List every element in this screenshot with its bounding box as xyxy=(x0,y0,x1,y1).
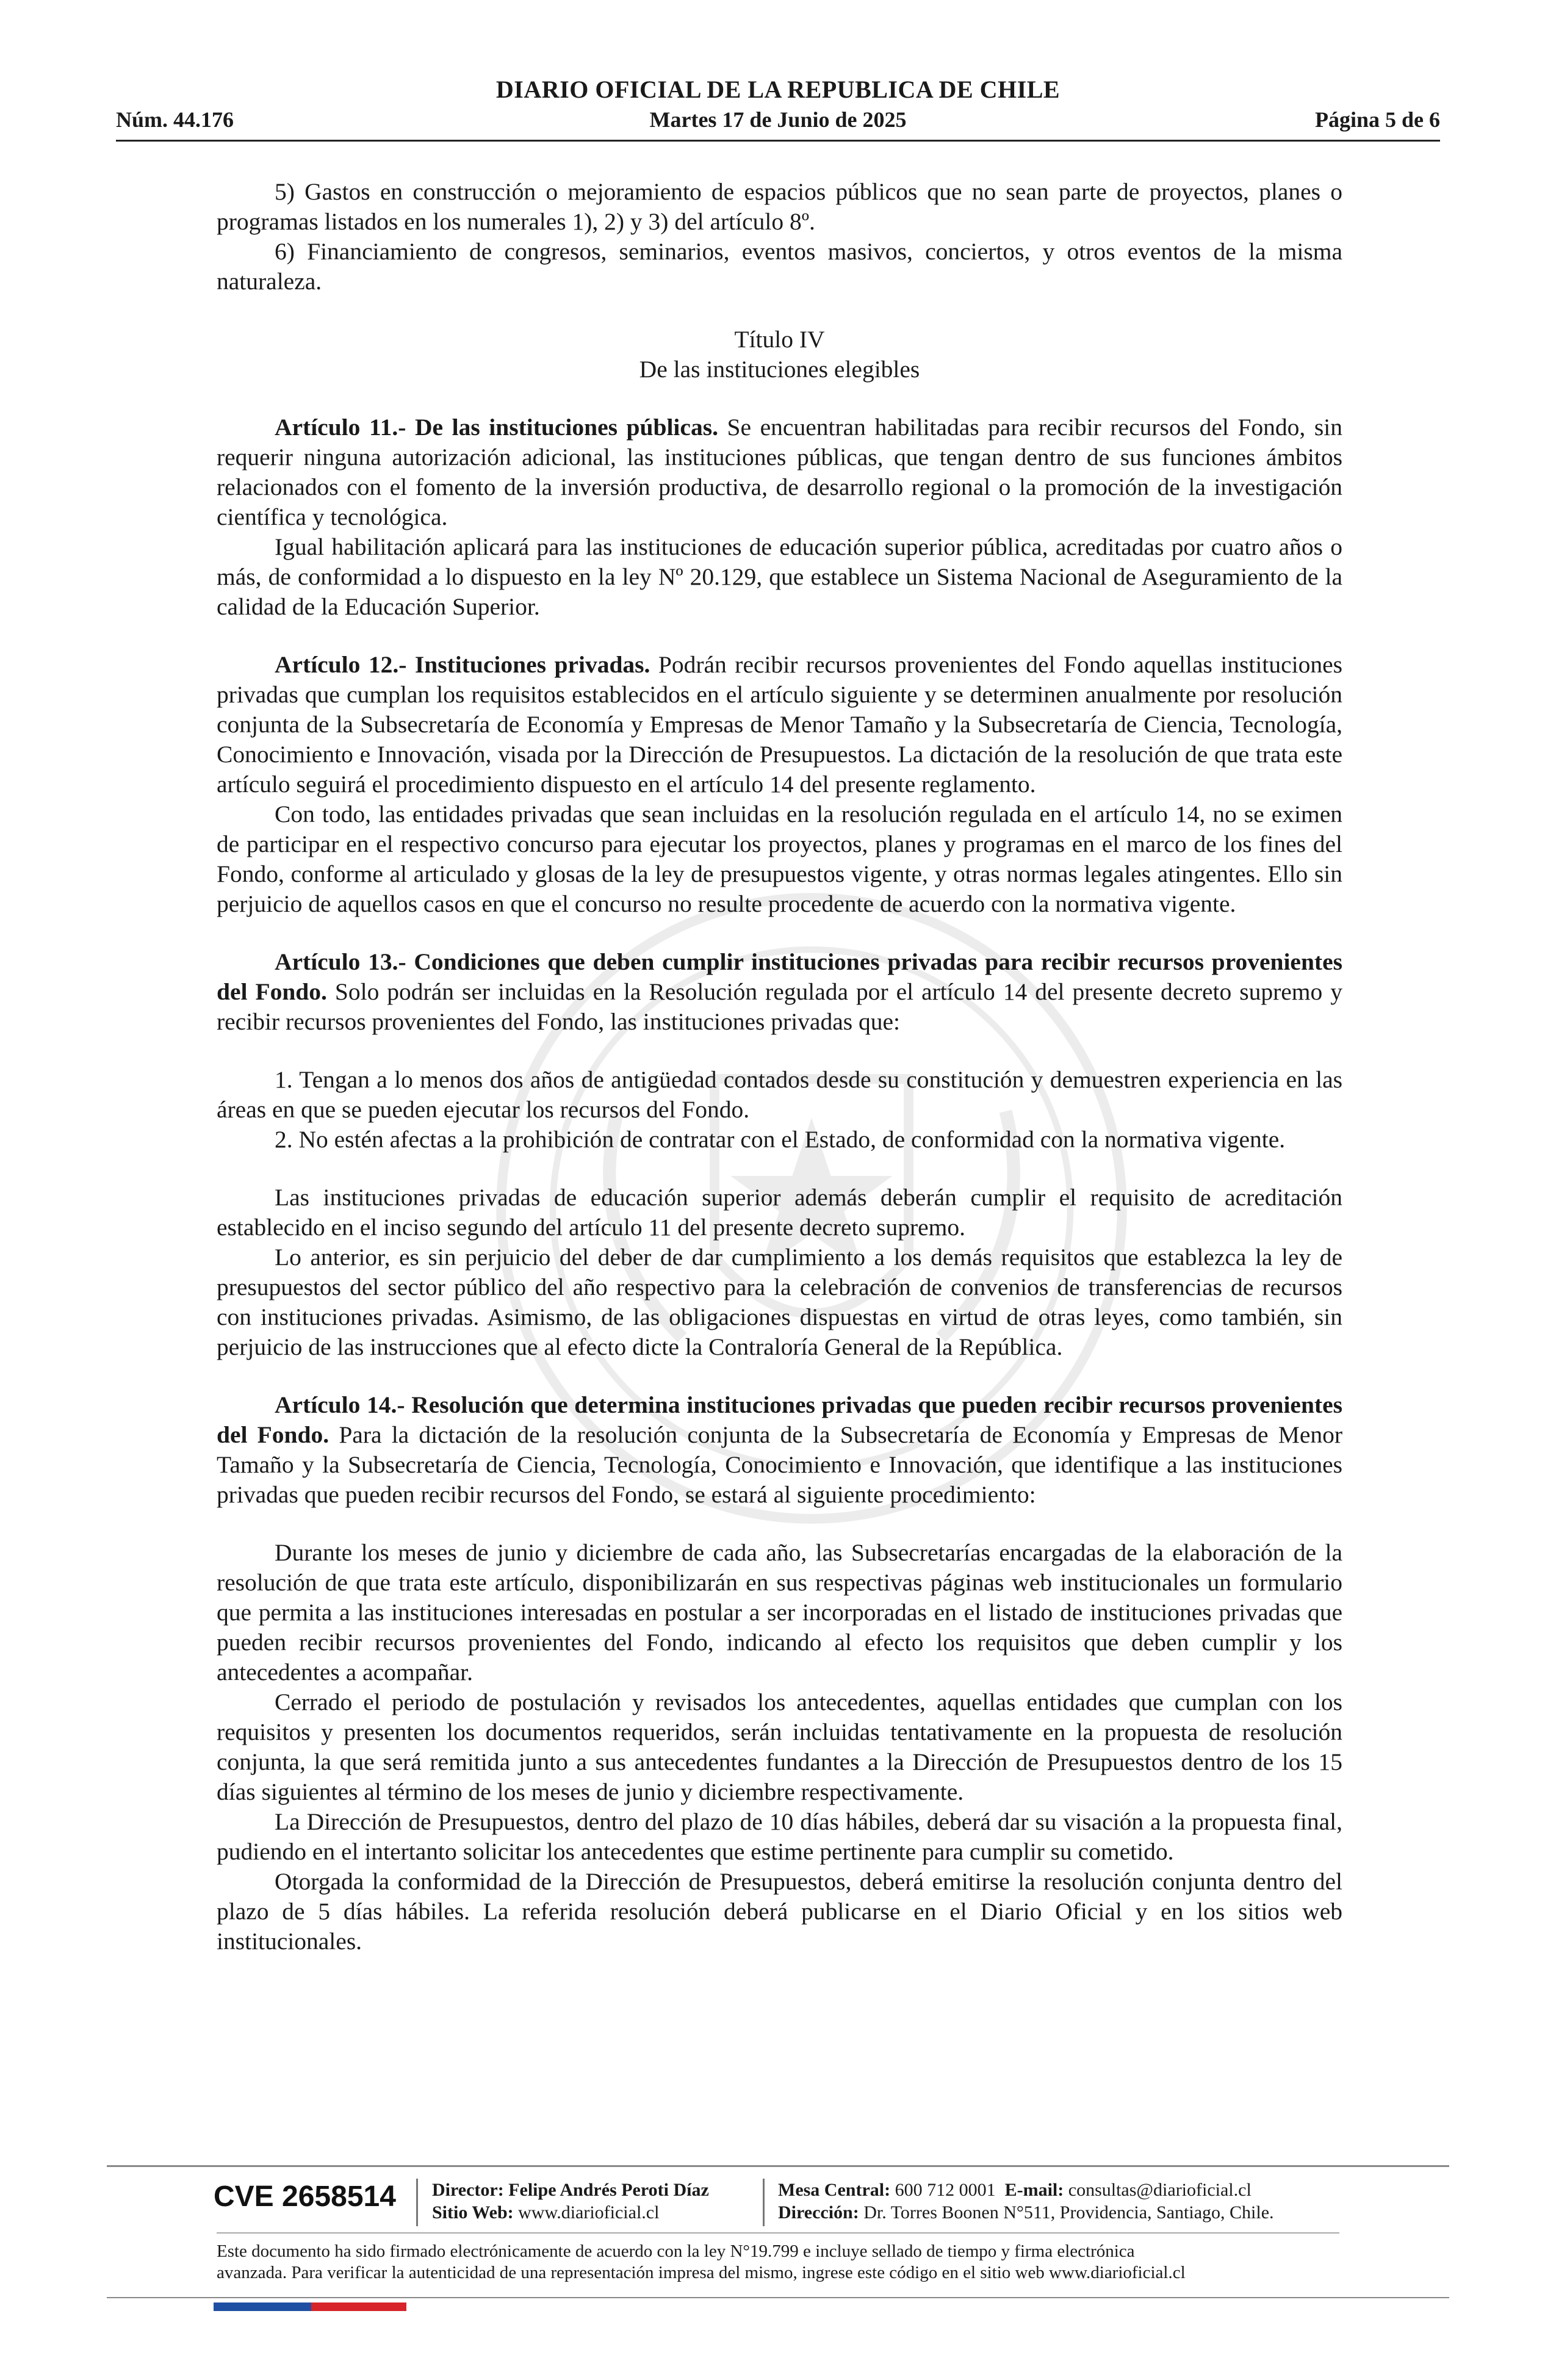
director-label: Director: xyxy=(432,2180,504,2200)
article-14 xyxy=(217,1390,1342,1510)
footer-separator xyxy=(416,2179,418,2226)
footer-divider xyxy=(107,2165,1449,2167)
footer-separator xyxy=(763,2179,765,2226)
paragraph: 6) Financiamiento de congresos, seminarios, eventos masivos, conciertos, y otros eventos de la misma naturaleza. xyxy=(217,238,1342,295)
address-value: Dr. Torres Boonen N°511, Providencia, Santiago, Chile. xyxy=(859,2202,1274,2223)
email-link[interactable]: consultas@diarioficial.cl xyxy=(1064,2180,1252,2200)
footer-director-info xyxy=(432,2179,709,2224)
bottom-divider xyxy=(107,2297,1449,2298)
paragraph: Igual habilitación aplicará para las instituciones de educación superior pública, acreditadas por cuatro años o más, de conformidad a lo dispuesto en la ley Nº 20.129, que establece un Sistema Nacional de Aseguramiento de la calidad de la Educación Superior. xyxy=(217,533,1342,620)
paragraph: Otorgada la conformidad de la Dirección de Presupuestos, deberá emitirse la resolución conjunta dentro del plazo de 5 días hábiles. La referida resolución deberá publicarse en el Diario Oficial y en los sitios web institucionales. xyxy=(217,1868,1342,1955)
article-text: Para la dictación de la resolución conjunta de la Subsecretaría de Economía y Empresas de Menor Tamaño y la Subsecretaría de Ciencia, Tecnología, Conocimiento e Innovación, que identifique a las instituciones privadas que pueden recibir recursos del Fondo, se estará al siguiente procedimiento: xyxy=(217,1421,1343,1508)
publication-date: Martes 17 de Junio de 2025 xyxy=(649,107,907,132)
legal-line: Este documento ha sido firmado electrónicamente de acuerdo con la ley N°19.799 e incluye sellado de tiempo y firma electrónica xyxy=(217,2241,1135,2261)
legal-line: avanzada. Para verificar la autenticidad de una representación impresa del mismo, ingrese este código en el sitio web www.diarioficial.cl xyxy=(217,2263,1186,2282)
legal-notice xyxy=(217,2241,1342,2284)
article-13 xyxy=(217,947,1342,1037)
article-12 xyxy=(217,650,1342,799)
article-text: Podrán recibir recursos provenientes del Fondo aquellas instituciones privadas que cumplan los requisitos establecidos en el artículo siguiente y se determinen anualmente por resolución conjunta de la Subsecretaría de Economía y Empresas de Menor Tamaño y la Subsecretaría de Ciencia, Tecnología, Conocimiento e Innovación, visada por la Dirección de Presupuestos. La dictación de la resolución de que trata este artículo seguirá el procedimiento dispuesto en el artículo 14 del presente reglamento. xyxy=(217,651,1343,798)
page-indicator: Página 5 de 6 xyxy=(1314,107,1440,132)
paragraph: 5) Gastos en construcción o mejoramiento de espacios públicos que no sean parte de proyectos, planes o programas listados en los numerales 1), 2) y 3) del artículo 8º. xyxy=(217,178,1342,235)
flag-stripe-blue xyxy=(214,2302,311,2311)
paragraph: Con todo, las entidades privadas que sean incluidas en la resolución regulada en el artículo 14, no se eximen de participar en el respectivo concurso para ejecutar los proyectos, planes y programas en el marco de los fines del Fondo, conforme al articulado y glosas de la ley de presupuestos vigente, y otras normas legales atingentes. Ello sin perjuicio de aquellos casos en que el concurso no resulte procedente de acuerdo con la normativa vigente. xyxy=(217,801,1342,917)
issue-number: Núm. 44.176 xyxy=(116,107,234,132)
section-subtitle: De las instituciones elegibles xyxy=(639,356,920,383)
article-heading: Artículo 13.- Condiciones que deben cumplir instituciones privadas para recibir recursos provenientes del Fondo. xyxy=(217,948,1342,1005)
article-heading: Artículo 11.- De las instituciones públicas. xyxy=(275,414,718,441)
paragraph: Cerrado el periodo de postulación y revisados los antecedentes, aquellas entidades que cumplan con los requisitos y presenten los documentos requeridos, serán incluidas tentativamente en la propuesta de resolución conjunta, la que será remitida junto a sus antecedentes fundantes a la Dirección de Presupuestos dentro de los 15 días siguientes al término de los meses de junio y diciembre respectivamente. xyxy=(217,1689,1342,1805)
article-11 xyxy=(217,413,1342,532)
paragraph: Las instituciones privadas de educación superior además deberán cumplir el requisito de acreditación establecido en el inciso segundo del artículo 11 del presente decreto supremo. xyxy=(217,1184,1342,1241)
website-link[interactable]: www.diarioficial.cl xyxy=(513,2202,660,2223)
article-heading: Artículo 14.- Resolución que determina instituciones privadas que pueden recibir recursos provenientes del Fondo. xyxy=(217,1391,1342,1448)
email-label: E-mail: xyxy=(1004,2180,1064,2200)
publication-title: DIARIO OFICIAL DE LA REPUBLICA DE CHILE xyxy=(495,76,1061,103)
document-body xyxy=(217,177,1342,1956)
section-title: Título IV xyxy=(734,326,825,353)
director-name: Felipe Andrés Peroti Díaz xyxy=(503,2180,709,2200)
cve-code: CVE 2658514 xyxy=(214,2180,396,2213)
article-heading: Artículo 12.- Instituciones privadas. xyxy=(275,651,650,678)
paragraph: Durante los meses de junio y diciembre de cada año, las Subsecretarías encargadas de la elaboración de la resolución de que trata este artículo, disponibilizarán en sus respectivas páginas web institucionales un formulario que permita a las instituciones interesadas en postular a ser incorporadas en el listado de instituciones privadas que pueden recibir recursos provenientes del Fondo, indicando al efecto los requisitos que deben cumplir y los antecedentes a acompañar. xyxy=(217,1539,1342,1686)
article-text: Se encuentran habilitadas para recibir recursos del Fondo, sin requerir ninguna autorización adicional, las instituciones públicas, que tengan dentro de sus funciones ámbitos relacionados con el fomento de la inversión productiva, de desarrollo regional o la promoción de la investigación científica y tecnológica. xyxy=(217,414,1342,530)
paragraph: Lo anterior, es sin perjuicio del deber de dar cumplimiento a los demás requisitos que establezca la ley de presupuestos del sector público del año respectivo para la celebración de convenios de transferencias de recursos con instituciones privadas. Asimismo, de las obligaciones dispuestas en virtud de otras leyes, como también, sin perjuicio de las instrucciones que al efecto dicte la Contraloría General de la República. xyxy=(217,1244,1342,1360)
footer-contact-info xyxy=(778,2179,1274,2224)
address-label: Dirección: xyxy=(778,2202,859,2223)
legal-divider xyxy=(217,2232,1339,2234)
phone-value: 600 712 0001 xyxy=(890,2180,996,2200)
website-label: Sitio Web: xyxy=(432,2202,514,2223)
article-text: Solo podrán ser incluidas en la Resolución regulada por el artículo 14 del presente decreto supremo y recibir recursos provenientes del Fondo, las instituciones privadas que: xyxy=(217,978,1342,1035)
phone-label: Mesa Central: xyxy=(778,2180,891,2200)
masthead xyxy=(116,76,1440,143)
list-item: 1. Tengan a lo menos dos años de antigüedad contados desde su constitución y demuestren experiencia en las áreas en que se pueden ejecutar los recursos del Fondo. xyxy=(217,1066,1342,1123)
flag-stripe-red xyxy=(311,2302,406,2311)
header-divider xyxy=(116,140,1440,142)
paragraph: La Dirección de Presupuestos, dentro del plazo de 10 días hábiles, deberá dar su visación a la propuesta final, pudiendo en el intertanto solicitar los antecedentes que estime pertinente para cumplir su cometido. xyxy=(217,1808,1342,1865)
list-item: 2. No estén afectas a la prohibición de contratar con el Estado, de conformidad con la normativa vigente. xyxy=(275,1126,1286,1153)
